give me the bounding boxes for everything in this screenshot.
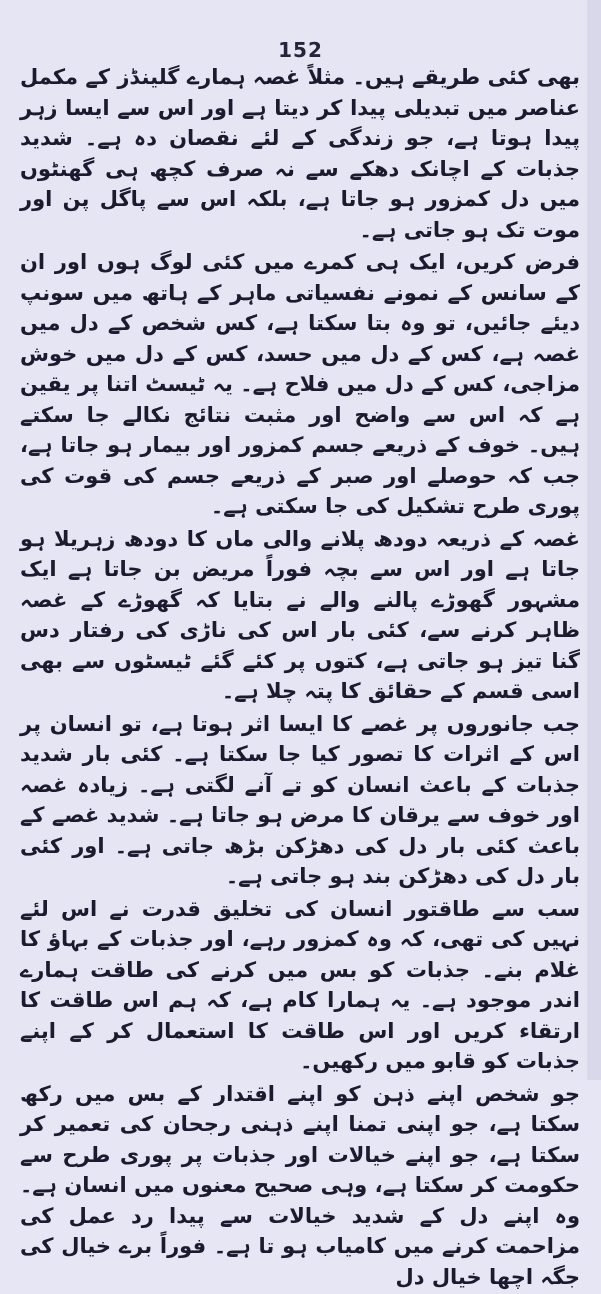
paragraph-3: غصہ کے ذریعہ دودھ پلانے والی ماں کا دودھ زہریلا ہو جاتا ہے اور اس سے بچہ فوراً مریض بن جاتا ہے ایک مشہور گھوڑے پالنے والے نے بتایا کہ گھوڑے کے غصہ ظاہر کرنے سے، کئی بار اس کی ناڑی کی رفتار دس گنا تیز ہو جاتی ہے، کتوں پر کئے گئے ٹیسٹوں سے بھی اسی قسم کے حقائق کا پتہ چلا ہے۔ (20, 526, 580, 703)
paragraph-5: سب سے طاقتور انسان کی تخلیق قدرت نے اس لئے نہیں کی تھی، کہ وہ کمزور رہے، اور جذبات کے بہاؤ کا غلام بنے۔ جذبات کو بس میں کرنے کی طاقت ہمارے اندر موجود ہے۔ یہ ہمارا کام ہے، کہ ہم اس طاقت کا ارتقاء کریں اور اس طاقت کا استعمال کر کے اپنے جذبات کو قابو میں رکھیں۔ (20, 896, 580, 1073)
paragraph-1: بھی کئی طریقے ہیں۔ مثلاً غصہ ہمارے گلینڈز کے مکمل عناصر میں تبدیلی پیدا کر دیتا ہے اور اس سے ایسا زہر پیدا ہوتا ہے، جو زندگی کے لئے نقصان دہ ہے۔ شدید جذبات کے اچانک دھکے سے نہ صرف کچھ ہی گھنٹوں میں دل کمزور ہو جاتا ہے، بلکہ اس سے پاگل پن اور موت تک ہو جاتی ہے۔ (20, 65, 580, 242)
paragraph-2: فرض کریں، ایک ہی کمرے میں کئی لوگ ہوں اور ان کے سانس کے نمونے نفسیاتی ماہر کے ہاتھ میں سونپ دیئے جائیں، تو وہ بتا سکتا ہے، کس شخص کے دل میں غصہ ہے، کس کے دل میں حسد، کس کے دل میں خوش مزاجی، کس کے دل میں فلاح ہے۔ یہ ٹیسٹ اتنا پر یقین ہے کہ اس سے واضح اور مثبت نتائج نکالے جا سکتے ہیں۔ خوف کے ذریعے جسم کمزور اور بیمار ہو جاتا ہے، جب کہ حوصلے اور صبر کے ذریعے جسم کی قوت کی پوری طرح تشکیل کی جا سکتی ہے۔ (20, 250, 580, 518)
page-edge-shadow (587, 0, 601, 1080)
paragraph-6: جو شخص اپنے ذہن کو اپنے اقتدار کے بس میں رکھ سکتا ہے، جو اپنی تمنا اپنے ذہنی رجحان کی تعمیر کر سکتا ہے، جو اپنے خیالات اور جذبات پر پوری طرح سے حکومت کر سکتا ہے، وہی صحیح معنوں میں انسان ہے۔ وہ اپنے دل کے شدید خیالات سے پیدا رد عمل کی مزاحمت کرنے میں کامیاب ہو تا ہے۔ فوراً برے خیال کی جگہ اچھا خیال دل (20, 1081, 580, 1289)
paragraph-4: جب جانوروں پر غصے کا ایسا اثر ہوتا ہے، تو انسان پر اس کے اثرات کا تصور کیا جا سکتا ہے۔ کئی بار شدید جذبات کے باعث انسان کو تے آنے لگتی ہے۔ زیادہ غصہ اور خوف سے یرقان کا مرض ہو جاتا ہے۔ شدید غصے کے باعث کئی بار دل کی دھڑکن بڑھ جاتی ہے۔ اور کئی بار دل کی دھڑکن بند ہو جاتی ہے۔ (20, 711, 580, 888)
page-body-text (20, 62, 580, 1294)
page-number: 152 (278, 38, 323, 62)
